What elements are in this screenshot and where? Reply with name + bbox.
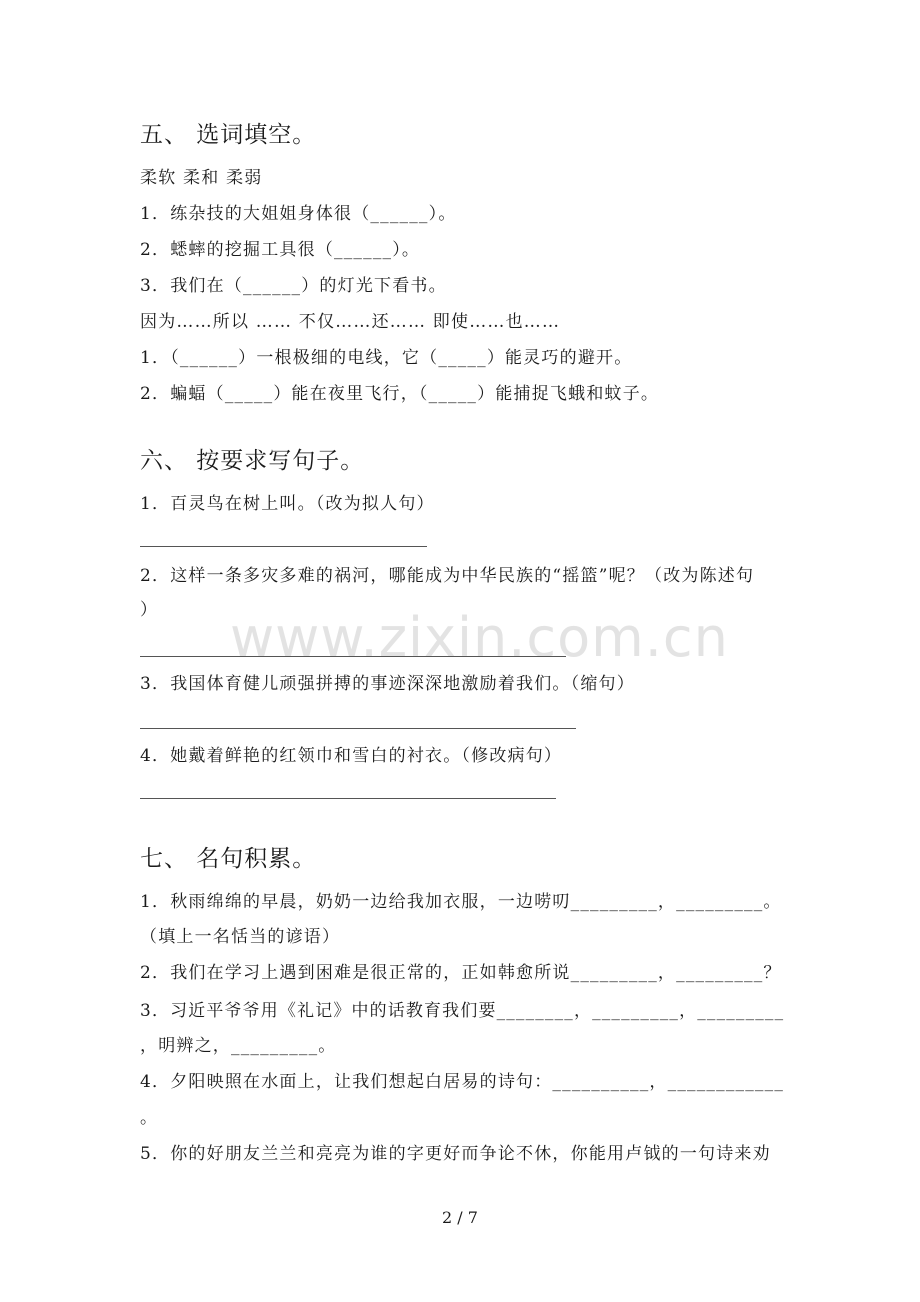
answer-line-6-3: [140, 728, 576, 729]
section-6-heading: 六、 按要求写句子。: [140, 448, 365, 474]
question-6-4: 4．她戴着鲜艳的红领巾和雪白的衬衣。（修改病句）: [140, 746, 563, 766]
word-choices-2: 因为……所以 …… 不仅……还…… 即使……也……: [140, 312, 561, 332]
question-5-3: 3．我们在（______）的灯光下看书。: [140, 276, 447, 296]
question-5-2: 2．蟋蟀的挖掘工具很（______）。: [140, 240, 421, 260]
question-7-3: 3．习近平爷爷用《礼记》中的话教育我们要________，_________，_________: [140, 1000, 785, 1020]
question-5-1: 1．练杂技的大姐姐身体很（______）。: [140, 204, 457, 224]
question-7-5: 5．你的好朋友兰兰和亮亮为谁的字更好而争论不休，你能用卢钺的一句诗来劝: [140, 1144, 771, 1164]
page-number: 2 / 7: [442, 1208, 478, 1227]
answer-line-6-2: [140, 656, 566, 657]
question-6-1: 1．百灵鸟在树上叫。（改为拟人句）: [140, 494, 435, 514]
question-6-3: 3．我国体育健儿顽强拼搏的事迹深深地激励着我们。（缩句）: [140, 674, 635, 694]
question-7-4-cont: 。: [140, 1108, 159, 1128]
question-7-4: 4．夕阳映照在水面上，让我们想起白居易的诗句：__________，____________: [140, 1072, 785, 1092]
question-7-1-note: （填上一名恬当的谚语）: [140, 927, 341, 947]
question-7-3-cont: ，明辨之，_________。: [140, 1036, 337, 1056]
section-5-heading: 五、 选词填空。: [140, 122, 317, 148]
question-5-5: 2．蝙蝠（_____）能在夜里飞行，（_____）能捕捉飞蛾和蚊子。: [140, 384, 660, 404]
question-5-4: 1．（______）一根极细的电线，它（_____）能灵巧的避开。: [140, 348, 633, 368]
word-choices-1: 柔软 柔和 柔弱: [140, 168, 263, 188]
question-7-2: 2．我们在学习上遇到困难是很正常的，正如韩愈所说_________，_________？: [140, 963, 782, 983]
question-6-2-cont: ）: [140, 600, 159, 620]
question-6-2: 2．这样一条多灾多难的祸河，哪能成为中华民族的“摇篮”呢？（改为陈述句: [140, 566, 755, 586]
section-7-heading: 七、 名句积累。: [140, 846, 317, 872]
question-7-1: 1．秋雨绵绵的早晨，奶奶一边给我加衣服，一边唠叨_________，_________。: [140, 892, 782, 912]
watermark: www.zixin.com.cn: [230, 606, 729, 669]
answer-line-6-1: [140, 546, 427, 547]
answer-line-6-4: [140, 798, 556, 799]
